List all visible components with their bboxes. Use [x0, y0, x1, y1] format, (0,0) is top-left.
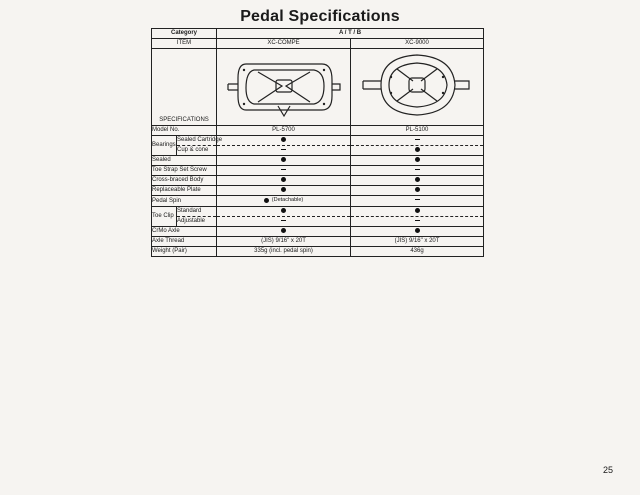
bearings-sub-label-2: Cup & cone — [177, 146, 217, 156]
toe-clip-sub-label-2: Adjustable — [177, 217, 217, 227]
row-mark-2 — [351, 156, 484, 166]
bearings-sub2-mark-1 — [217, 146, 351, 156]
dash-icon — [281, 149, 286, 150]
bearings-label: Bearings — [152, 136, 177, 156]
row-label: CrMo Axle — [152, 227, 217, 237]
row-mark-1 — [217, 186, 351, 196]
bearings-sub-label-1: Sealed Cartridge — [177, 136, 217, 146]
row-mark-1 — [217, 156, 351, 166]
bearings-row-2 — [152, 146, 484, 156]
row-label: Replaceable Plate — [152, 186, 217, 196]
filled-dot-icon — [415, 208, 420, 213]
toe-clip-sub2-mark-1 — [217, 217, 351, 227]
toe-clip-sub1-mark-1 — [217, 207, 351, 217]
cross-braced-row — [152, 176, 484, 186]
filled-dot-icon — [415, 177, 420, 182]
filled-dot-icon — [281, 157, 286, 162]
crmo-axle-row — [152, 227, 484, 237]
item-name-1: XC-COMPE — [217, 39, 351, 49]
weight-value-1: 335g (incl. pedal spin) — [217, 247, 351, 257]
toe-clip-row-1 — [152, 207, 484, 217]
toe-strap-row — [152, 166, 484, 176]
axle-thread-value-1: (JIS) 9/16" x 20T — [217, 237, 351, 247]
filled-dot-icon — [415, 157, 420, 162]
item-label: ITEM — [152, 39, 217, 49]
model-value-2: PL-5100 — [351, 126, 484, 136]
row-label: Pedal Spin — [152, 196, 217, 207]
category-value: A / T / B — [217, 29, 484, 39]
bearings-row-1 — [152, 136, 484, 146]
dash-icon — [415, 220, 420, 221]
toe-clip-sub2-mark-2 — [351, 217, 484, 227]
filled-dot-icon — [415, 147, 420, 152]
row-mark-2 — [351, 166, 484, 176]
dash-icon — [281, 220, 286, 221]
model-label: Model No. — [152, 126, 217, 136]
pedal-image-1 — [217, 49, 351, 126]
detachable-note: (Detachable) — [271, 197, 304, 203]
image-row — [152, 49, 484, 126]
sealed-row — [152, 156, 484, 166]
row-mark-2 — [351, 186, 484, 196]
filled-dot-icon — [281, 137, 286, 142]
category-label: Category — [152, 29, 217, 39]
dash-icon — [415, 199, 420, 200]
toe-clip-sub-label-1: Standard — [177, 207, 217, 217]
filled-dot-icon — [415, 228, 420, 233]
toe-clip-label: Toe Clip — [152, 207, 177, 227]
replaceable-plate-row — [152, 186, 484, 196]
dash-icon — [281, 169, 286, 170]
xc-9000-pedal-illustration — [357, 49, 477, 121]
weight-label: Weight (Pair) — [152, 247, 217, 257]
category-row — [152, 29, 484, 39]
row-mark-1 — [217, 227, 351, 237]
dash-icon — [415, 139, 420, 140]
model-value-1: PL-5700 — [217, 126, 351, 136]
xc-compe-pedal-illustration — [224, 50, 344, 120]
toe-clip-row-2 — [152, 217, 484, 227]
filled-dot-icon — [281, 177, 286, 182]
bearings-sub1-mark-2 — [351, 136, 484, 146]
filled-dot-icon — [281, 187, 286, 192]
pedal-spin-row — [152, 196, 484, 207]
toe-clip-sub1-mark-2 — [351, 207, 484, 217]
row-mark-1 — [217, 166, 351, 176]
dash-icon — [415, 169, 420, 170]
row-mark-1 — [217, 196, 351, 207]
filled-dot-icon — [281, 228, 286, 233]
row-mark-2 — [351, 227, 484, 237]
row-label: Cross-braced Body — [152, 176, 217, 186]
page-title: Pedal Specifications — [240, 8, 400, 25]
filled-dot-icon — [281, 208, 286, 213]
weight-value-2: 436g — [351, 247, 484, 257]
axle-thread-label: Axle Thread — [152, 237, 217, 247]
item-name-2: XC-9000 — [351, 39, 484, 49]
axle-thread-value-2: (JIS) 9/16" x 20T — [351, 237, 484, 247]
row-label: Toe Strap Set Screw — [152, 166, 217, 176]
bearings-sub1-mark-1 — [217, 136, 351, 146]
row-mark-2 — [351, 196, 484, 207]
page-number: 25 — [603, 465, 614, 475]
weight-row — [152, 247, 484, 257]
pedal-image-2 — [351, 49, 484, 126]
bearings-sub2-mark-2 — [351, 146, 484, 156]
row-mark-2 — [351, 176, 484, 186]
model-row — [152, 126, 484, 136]
filled-dot-icon — [264, 198, 269, 203]
specifications-label: SPECIFICATIONS — [152, 49, 217, 126]
mark-symbol — [264, 198, 269, 204]
filled-dot-icon — [415, 187, 420, 192]
row-label: Sealed — [152, 156, 217, 166]
item-row — [152, 39, 484, 49]
axle-thread-row — [152, 237, 484, 247]
row-mark-1 — [217, 176, 351, 186]
spec-table — [151, 28, 484, 257]
